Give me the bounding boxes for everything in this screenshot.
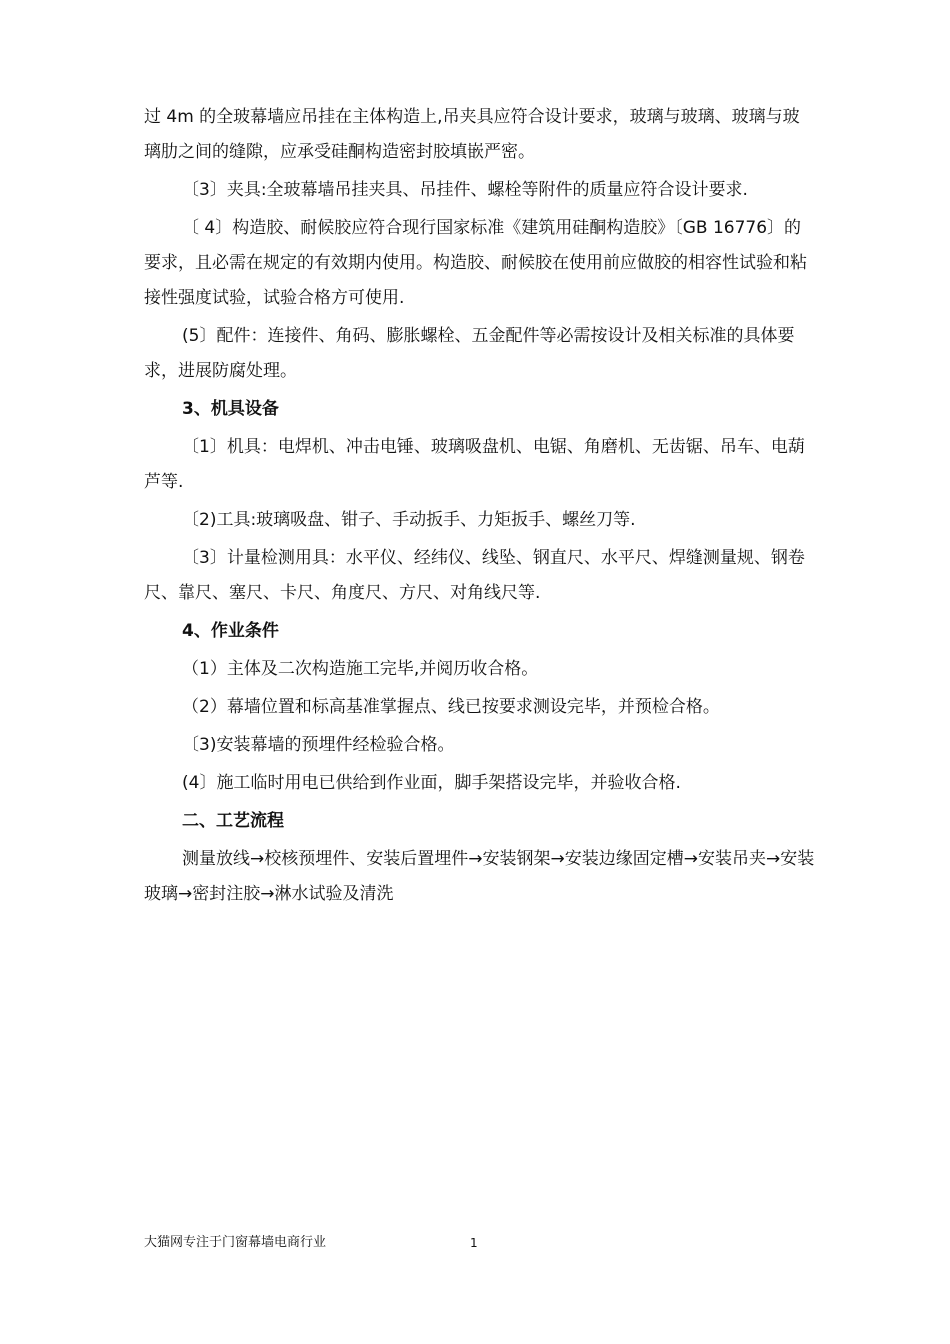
page-number: 1 xyxy=(470,1236,478,1250)
paragraph-clamps: 〔3〕夹具:全玻幕墙吊挂夹具、吊挂件、螺栓等附件的质量应符合设计要求. xyxy=(182,180,748,200)
heading-process-flow: 二、工艺流程 xyxy=(182,811,284,831)
paragraph-condition-2: （2）幕墙位置和标高基准掌握点、线已按要求测设完毕，并预检合格。 xyxy=(182,697,720,717)
paragraph-tools: 〔2)工具:玻璃吸盘、钳子、手动扳手、力矩扳手、螺丝刀等. xyxy=(182,510,636,530)
paragraph-fittings: (5〕配件：连接件、角码、膨胀螺栓、五金配件等必需按设计及相关标准的具体要求，进展防腐处理。 xyxy=(144,326,795,381)
paragraph-measuring-tools: 〔3〕计量检测用具：水平仪、经纬仪、线坠、钢直尺、水平尺、焊缝测量规、钢卷尺、靠尺、塞尺、卡尺、角度尺、方尺、对角线尺等. xyxy=(144,548,805,603)
paragraph-condition-3: 〔3)安装幕墙的预埋件经检验合格。 xyxy=(182,735,455,755)
paragraph-process-steps: 测量放线→校核预埋件、安装后置埋件→安装钢架→安装边缘固定槽→安装吊夹→安装玻璃→密封注胶→淋水试验及清洗 xyxy=(144,849,815,904)
heading-equipment: 3、机具设备 xyxy=(182,399,279,419)
heading-work-conditions: 4、作业条件 xyxy=(182,621,279,641)
paragraph-condition-4: (4〕施工临时用电已供给到作业面，脚手架搭设完毕，并验收合格. xyxy=(182,773,681,793)
footer-text: 大猫网专注于门窗幕墙电商行业 xyxy=(144,1235,327,1250)
document-body xyxy=(144,100,816,915)
paragraph-glass-hanging: 过 4m 的全玻幕墙应吊挂在主体构造上,吊夹具应符合设计要求，玻璃与玻璃、玻璃与玻璃肋之间的缝隙，应承受硅酮构造密封胶填嵌严密。 xyxy=(144,107,800,162)
paragraph-machines: 〔1〕机具：电焊机、冲击电锤、玻璃吸盘机、电锯、角磨机、无齿锯、吊车、电葫芦等. xyxy=(144,437,805,492)
paragraph-structural-sealant: 〔 4〕构造胶、耐候胶应符合现行国家标准《建筑用硅酮构造胶》〔GB 16776〕的要求，且必需在规定的有效期内使用。构造胶、耐候胶在使用前应做胶的相容性试验和粘接性强度试验，试验合格方可使用. xyxy=(144,218,807,308)
paragraph-condition-1: （1）主体及二次构造施工完毕,并阅历收合格。 xyxy=(182,659,539,679)
